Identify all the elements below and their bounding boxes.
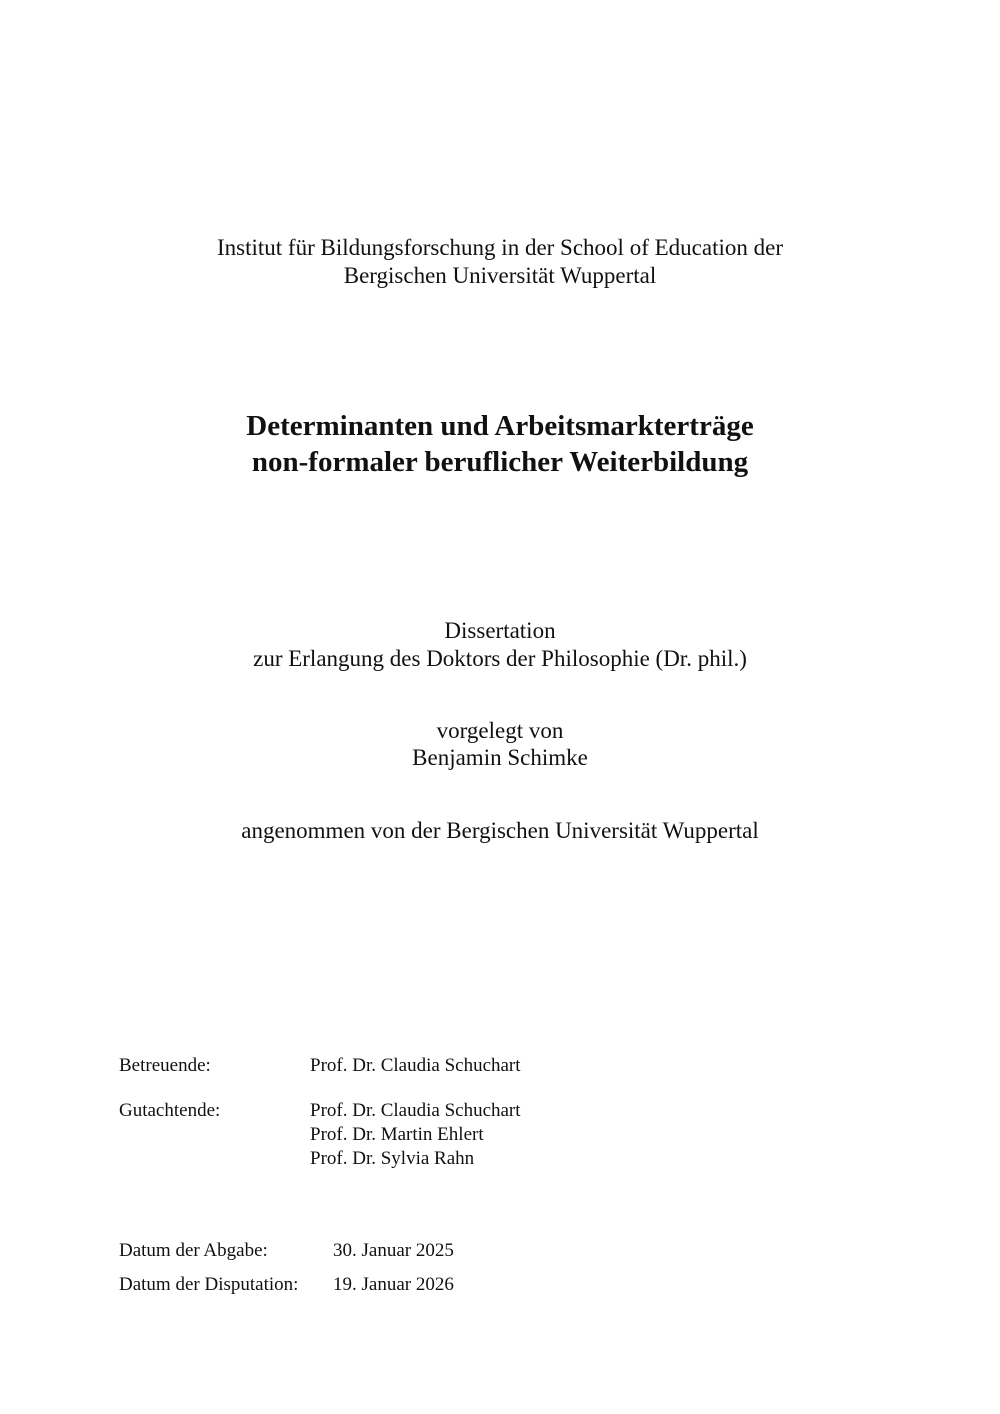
submission-date-label: Datum der Abgabe:	[119, 1240, 268, 1261]
supervisor-name: Prof. Dr. Claudia Schuchart	[310, 1055, 521, 1076]
reviewer-name: Prof. Dr. Martin Ehlert	[310, 1124, 484, 1145]
acceptance-statement: angenommen von der Bergischen Universität Wuppertal	[241, 818, 759, 843]
thesis-title-line-2: non-formaler beruflicher Weiterbildung	[251, 446, 749, 478]
author-name: Benjamin Schimke	[412, 745, 588, 770]
reviewers-label: Gutachtende:	[119, 1100, 221, 1121]
reviewer-name: Prof. Dr. Sylvia Rahn	[310, 1148, 475, 1169]
submission-date: 30. Januar 2025	[333, 1240, 454, 1261]
submitted-by-label: vorgelegt von	[436, 718, 564, 743]
degree-purpose: zur Erlangung des Doktors der Philosophie (Dr. phil.)	[253, 646, 747, 671]
reviewer-name: Prof. Dr. Claudia Schuchart	[310, 1100, 521, 1121]
institute-line-2: Bergischen Universität Wuppertal	[343, 263, 657, 288]
supervisor-label: Betreuende:	[119, 1055, 211, 1076]
institute-line-1: Institut für Bildungsforschung in der School of Education der	[217, 235, 783, 260]
document-type: Dissertation	[444, 618, 556, 643]
disputation-date: 19. Januar 2026	[333, 1274, 454, 1295]
disputation-date-label: Datum der Disputation:	[119, 1274, 299, 1295]
thesis-title-line-1: Determinanten und Arbeitsmarkterträge	[246, 410, 754, 442]
